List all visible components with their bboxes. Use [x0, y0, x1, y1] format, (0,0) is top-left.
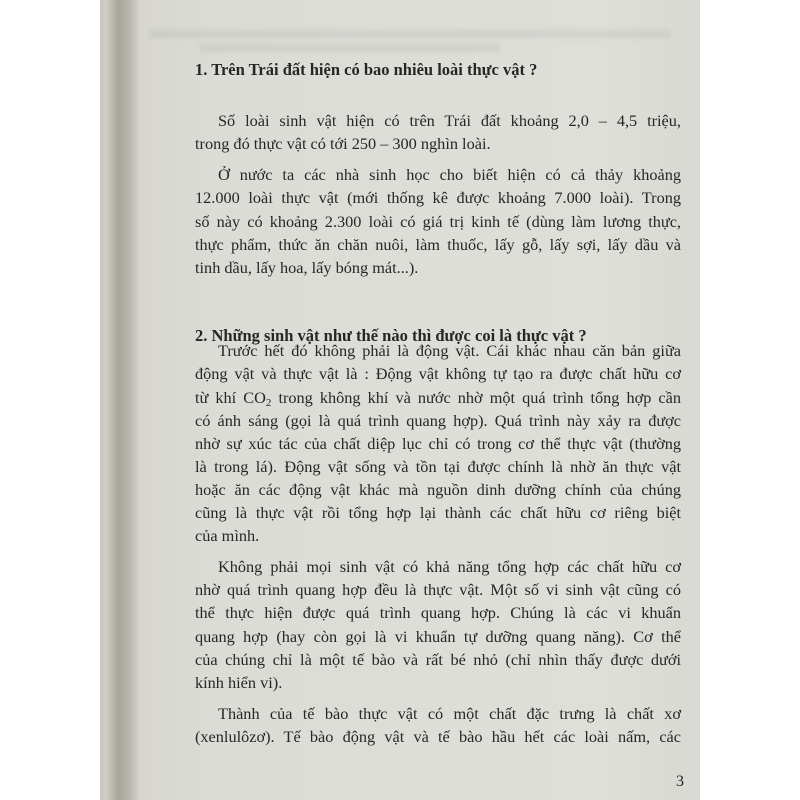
- text-line: kính hiển vi).: [195, 673, 283, 692]
- text-line: Số loài sinh vật hiện có trên Trái đất khoảng 2,0 – 4,5 triệu,: [218, 111, 681, 130]
- text-line-co2: từ khí $CO_2$ trong không khí và nước nhờ một quá trình tổng hợp cần: [195, 388, 681, 409]
- bleed-through-text: [150, 30, 670, 38]
- text-line: hoặc ăn các động vật khác mà nguồn dinh dưỡng chính của chúng: [195, 480, 681, 499]
- section-1-heading: 1. Trên Trái đất hiện có bao nhiêu loài thực vật ?: [195, 60, 538, 79]
- text-line: của mình.: [195, 526, 260, 545]
- text-line: Trước hết đó không phải là động vật. Cái khác nhau căn bản giữa: [218, 341, 681, 360]
- text-line: là trong lá). Động vật sống và tồn tại được chính là nhờ ăn thực vật: [195, 457, 681, 476]
- text-line: 12.000 loài thực vật (mới thống kê được khoảng 7.000 loài). Trong: [195, 188, 681, 207]
- text-line: động vật và thực vật là : Động vật không tự tạo ra được chất hữu cơ: [195, 364, 681, 383]
- text-line: Ở nước ta các nhà sinh học cho biết hiện có cả thảy khoảng: [218, 165, 681, 184]
- text-line: quang hợp (hay còn gọi là vi khuẩn tự dưỡng quang năng). Cơ thể: [195, 627, 681, 646]
- text-line: thực phẩm, thức ăn chăn nuôi, làm thuốc, lấy gỗ, lấy sợi, lấy dầu và: [195, 235, 681, 254]
- text-line: Không phải mọi sinh vật có khả năng tổng hợp các chất hữu cơ: [218, 557, 681, 576]
- text-line: có ánh sáng (gọi là quá trình quang hợp). Quá trình này xảy ra được: [195, 411, 681, 430]
- page-number: 3: [676, 773, 684, 790]
- section-2-heading: 2. Những sinh vật như thế nào thì được coi là thực vật ?: [195, 326, 587, 345]
- text-line: nhờ sự xúc tác của chất diệp lục chỉ có trong cơ thể thực vật (thường: [195, 434, 681, 453]
- text-line: Thành của tế bào thực vật có một chất đặc trưng là chất xơ: [218, 704, 681, 723]
- text-line: cũng là thực vật rồi tổng hợp lại thành các chất hữu cơ riêng biệt: [195, 503, 681, 522]
- text-line: của chúng chỉ là một tế bào và rất bé nhỏ (chỉ nhìn thấy được dưới: [195, 650, 681, 669]
- text-line: nhờ quá trình quang hợp đều là thực vật. Một số vi sinh vật cũng có: [195, 580, 681, 599]
- text-line: số này có khoảng 2.300 loài có giá trị kinh tế (dùng làm lương thực,: [195, 212, 681, 231]
- text-line: trong đó thực vật có tới 250 – 300 nghìn loài.: [195, 134, 491, 153]
- text-line: (xenlulôzơ). Tế bào động vật và tế bào hầu hết các loài nấm, các: [195, 727, 681, 746]
- text-line: tinh dầu, lấy hoa, lấy bóng mát...).: [195, 258, 419, 277]
- bleed-through-text: [200, 44, 500, 52]
- text-line: thể thực hiện được quá trình quang hợp. Chúng là các vi khuẩn: [195, 603, 681, 622]
